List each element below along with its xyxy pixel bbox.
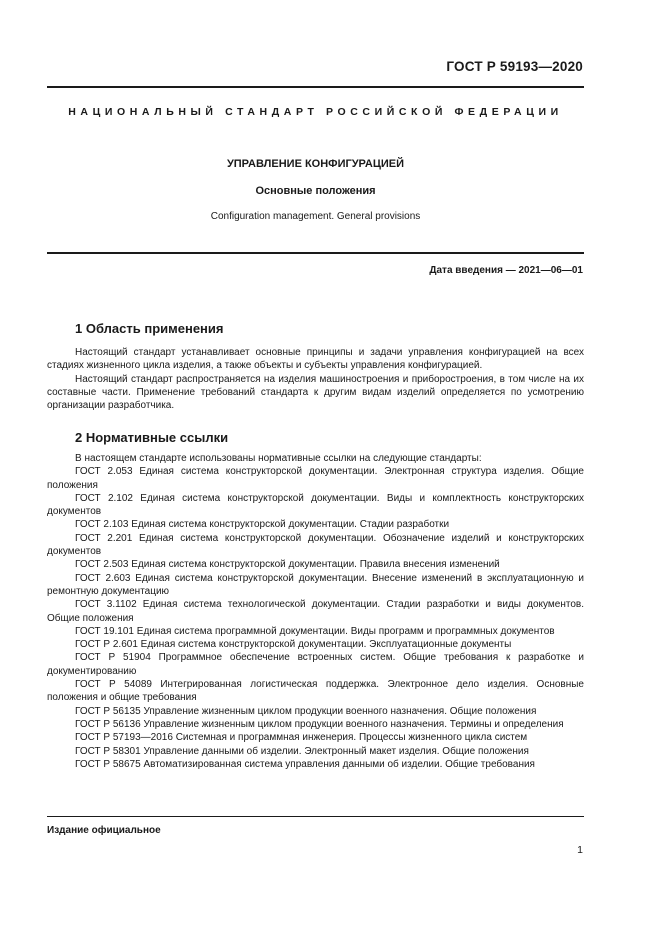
reference-item: ГОСТ Р 57193—2016 Системная и программная инженерия. Процессы жизненного цикла систем — [75, 732, 528, 744]
section-body-scope — [47, 346, 584, 412]
reference-item: ГОСТ 19.101 Единая система программной документации. Виды программ и программных документов — [75, 625, 555, 637]
reference-item: ГОСТ 2.603 Единая система конструкторской документации. Внесение изменений в эксплуатационную и ремонтную документацию — [47, 572, 584, 597]
reference-item: ГОСТ Р 58675 Автоматизированная система управления данными об изделии. Общие требования — [75, 758, 535, 770]
document-subtitle: Основные положения — [255, 185, 376, 197]
reference-item: ГОСТ 2.102 Единая система конструкторской документации. Виды и комплектность конструкторских документов — [47, 492, 584, 518]
national-standard-banner: НАЦИОНАЛЬНЫЙ СТАНДАРТ РОССИЙСКОЙ ФЕДЕРАЦИИ — [68, 106, 563, 118]
footer-divider — [47, 816, 584, 817]
title-divider — [47, 252, 584, 254]
reference-item: ГОСТ 2.201 Единая система конструкторской документации. Обозначение изделий и конструкторских документов — [47, 532, 584, 558]
paragraph: Настоящий стандарт распространяется на изделия машиностроения и приборостроения, в том числе на их составные части. Применение требований стандарта к другим видам изделий определяется по усмотрению организации разработчика. — [47, 373, 584, 412]
section-heading-scope: 1 Область применения — [75, 321, 224, 336]
paragraph: Настоящий стандарт устанавливает основные принципы и задачи управления конфигурацией на всех стадиях жизненного цикла изделия, а также объекты и субъекты управления конфигурацией. — [47, 347, 584, 372]
section-body-normative-references — [47, 452, 584, 771]
introduction-date: Дата введения — 2021—06—01 — [429, 265, 583, 276]
reference-item: ГОСТ 2.103 Единая система конструкторской документации. Стадии разработки — [75, 519, 450, 531]
reference-item: ГОСТ 2.053 Единая система конструкторской документации. Электронная структура изделия. Общие положения — [47, 466, 584, 491]
page-number: 1 — [577, 844, 583, 856]
official-edition-label: Издание официальное — [47, 825, 161, 836]
header-divider — [47, 86, 584, 88]
reference-item: ГОСТ Р 58301 Управление данными об изделии. Электронный макет изделия. Общие положения — [75, 745, 529, 757]
document-title: УПРАВЛЕНИЕ КОНФИГУРАЦИЕЙ — [226, 158, 405, 170]
reference-item: ГОСТ Р 56136 Управление жизненным циклом продукции военного назначения. Термины и определения — [75, 718, 564, 730]
reference-item: ГОСТ Р 2.601 Единая система конструкторской документации. Эксплуатационные документы — [75, 639, 512, 651]
reference-item: ГОСТ Р 54089 Интегрированная логистическая поддержка. Электронное дело изделия. Основные положения и общие требования — [47, 679, 584, 704]
reference-item: ГОСТ Р 56135 Управление жизненным циклом продукции военного назначения. Общие положения — [75, 705, 537, 717]
document-number: ГОСТ Р 59193—2020 — [446, 59, 583, 74]
reference-item: ГОСТ 3.1102 Единая система технологической документации. Стадии разработки и виды документов. Общие положения — [47, 599, 584, 624]
document-title-english: Configuration management. General provisions — [210, 211, 421, 222]
paragraph: В настоящем стандарте использованы нормативные ссылки на следующие стандарты: — [75, 453, 482, 464]
reference-item: ГОСТ 2.503 Единая система конструкторской документации. Правила внесения изменений — [75, 559, 500, 571]
section-heading-normative-references: 2 Нормативные ссылки — [75, 430, 229, 445]
reference-item: ГОСТ Р 51904 Программное обеспечение встроенных систем. Общие требования к разработке и документированию — [47, 652, 584, 677]
